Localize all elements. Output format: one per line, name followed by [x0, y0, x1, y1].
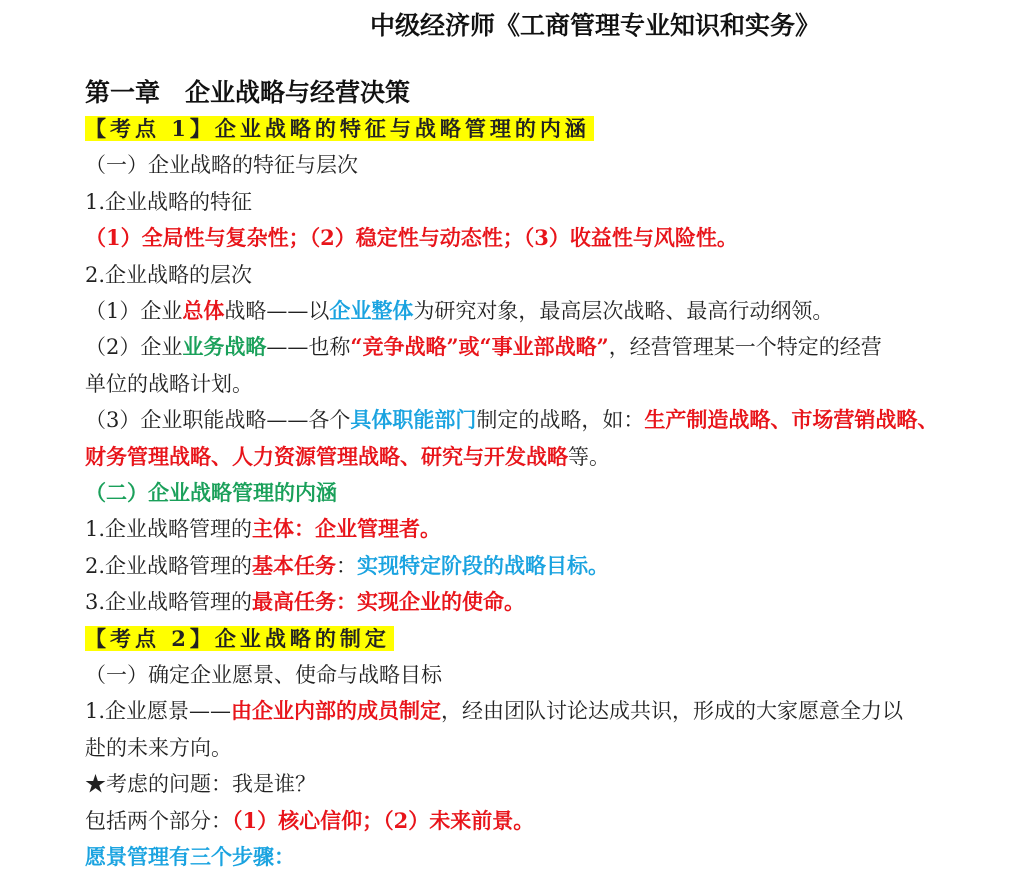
text-segment: 实现特定阶段的战略目标。	[357, 553, 610, 578]
text-line	[85, 296, 833, 326]
text-line	[85, 223, 738, 253]
text-segment: ，经由团队讨论达成共识，形成的大家愿意全力以	[441, 699, 904, 723]
text-segment: “竞争战略”或“事业部战略”	[350, 334, 609, 359]
text-line	[85, 514, 441, 544]
text-segment: ——也称	[266, 335, 351, 359]
text-line	[85, 114, 594, 144]
text-segment: 业务战略	[182, 334, 267, 359]
text-line	[85, 696, 903, 726]
text-segment: 3.企业战略管理的	[85, 590, 253, 614]
text-segment: 财务管理战略、人力资源管理战略、研究与开发战略	[85, 444, 568, 469]
text-line	[85, 150, 358, 180]
text-segment: 总体	[182, 298, 225, 323]
text-segment: ，经营管理某一个特定的经营	[608, 335, 882, 359]
text-line	[85, 733, 232, 763]
text-line	[85, 624, 394, 654]
text-segment: 包括两个部分：	[85, 809, 232, 833]
text-segment: ★考虑的问题：我是谁？	[85, 772, 316, 796]
text-segment: 最高任务：实现企业的使命。	[252, 589, 526, 614]
text-segment: 1.企业战略的特征	[85, 190, 253, 214]
text-segment: ：	[336, 554, 358, 578]
text-segment: （一）企业战略的特征与层次	[85, 153, 358, 177]
text-segment: 为研究对象，最高层次战略、最高行动纲领。	[413, 299, 834, 323]
text-segment: 1.企业战略管理的	[85, 517, 253, 541]
text-segment: （2）企业	[85, 335, 183, 359]
text-segment: 企业整体	[329, 298, 414, 323]
text-segment: （3）企业职能战略——各个	[85, 408, 351, 432]
text-line	[85, 551, 609, 581]
text-segment: 制定的战略，如：	[476, 408, 645, 432]
text-line	[85, 587, 525, 617]
text-line	[85, 187, 252, 217]
document-title: 中级经济师《工商管理专业知识和实务》	[369, 11, 820, 40]
text-segment: 2.企业战略的层次	[85, 263, 253, 287]
text-segment: （1）企业	[85, 299, 183, 323]
text-segment: 赴的未来方向。	[85, 736, 232, 760]
chapter-heading: 第一章 企业战略与经营决策	[85, 78, 411, 107]
text-line	[85, 660, 442, 690]
text-segment: 基本任务	[252, 553, 337, 578]
text-segment: （二）企业战略管理的内涵	[85, 480, 337, 505]
text-segment: 等。	[568, 445, 610, 469]
text-line	[85, 478, 337, 508]
text-line	[85, 405, 938, 435]
text-segment: 具体职能部门	[350, 407, 477, 432]
text-segment: 战略——以	[224, 299, 330, 323]
text-segment: 生产制造战略、市场营销战略、	[644, 407, 939, 432]
text-line	[85, 369, 253, 399]
text-segment: 2.企业战略管理的	[85, 554, 253, 578]
text-segment: （一）确定企业愿景、使命与战略目标	[85, 663, 442, 687]
text-segment: 主体：企业管理者。	[252, 516, 442, 541]
text-segment: （1）全局性与复杂性；（2）稳定性与动态性；（3）收益性与风险性。	[85, 225, 738, 250]
text-line	[85, 806, 534, 836]
text-line	[85, 769, 316, 799]
highlighted-heading: 【考点 2】企业战略的制定	[85, 626, 394, 651]
text-line	[85, 260, 252, 290]
text-segment: 1.企业愿景——	[85, 699, 232, 723]
text-segment: 由企业内部的成员制定	[231, 698, 442, 723]
text-line	[85, 842, 295, 872]
text-segment: 单位的战略计划。	[85, 372, 253, 396]
text-line	[85, 332, 882, 362]
text-segment: 愿景管理有三个步骤：	[85, 844, 295, 869]
text-segment: （1）核心信仰；（2）未来前景。	[232, 808, 535, 833]
text-line	[85, 442, 610, 472]
highlighted-heading: 【考点 1】企业战略的特征与战略管理的内涵	[85, 116, 594, 141]
